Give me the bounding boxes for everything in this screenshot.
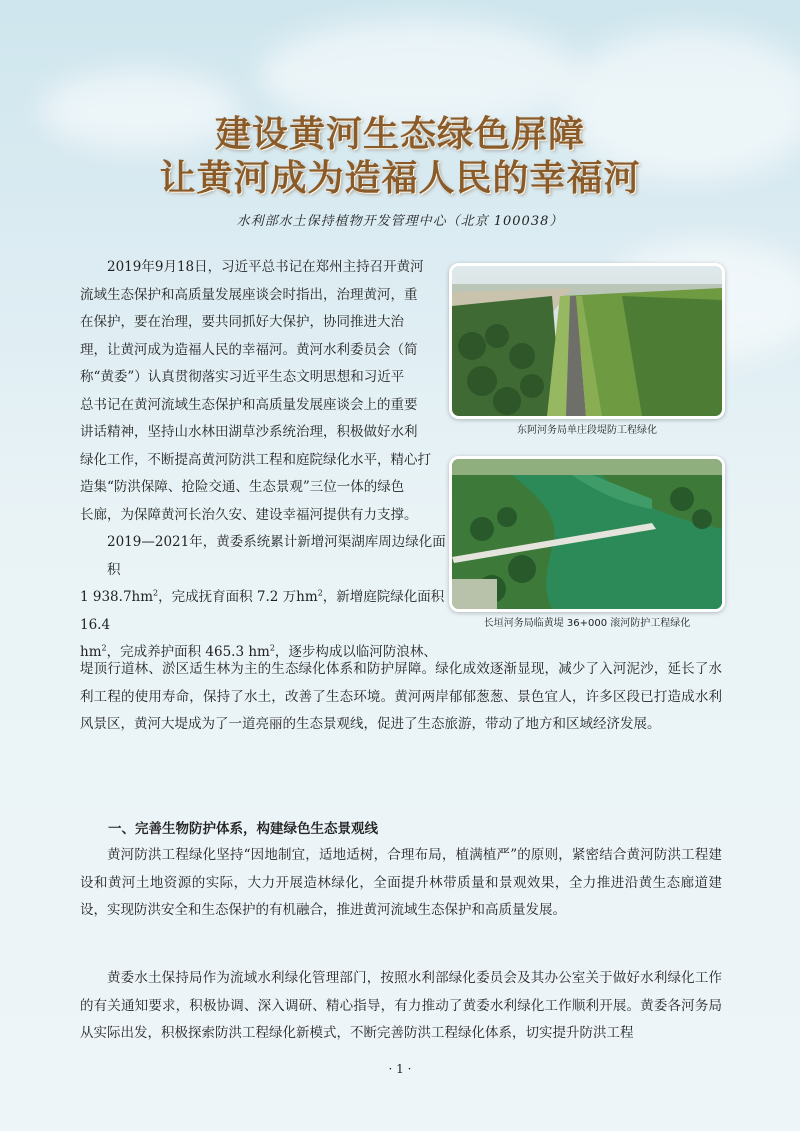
river-bridge-photo-icon <box>452 459 722 609</box>
intro-line: 造集“防洪保障、抢险交通、生态景观”三位一体的绿色 <box>80 479 405 495</box>
intro-line: 长廊，为保障黄河长治久安、建设幸福河提供有力支撑。 <box>80 506 418 523</box>
page-title-line1: 建设黄河生态绿色屏障 <box>214 114 585 155</box>
intro-line: 在保护，要在治理，要共同抓好大保护，协同推进大治 <box>80 314 404 330</box>
intro-line: 理，让黄河成为造福人民的幸福河。黄河水利委员会（简 <box>80 341 418 358</box>
intro-line: 称“黄委”）认真贯彻落实习近平生态文明思想和习近平 <box>80 369 405 385</box>
section-heading: 一、完善生物防护体系，构建绿色生态景观线 <box>108 821 378 837</box>
intro-line: 讲话精神，坚持山水林田湖草沙系统治理，积极做好水利 <box>80 424 418 440</box>
section-paragraph: 黄委水土保持局作为流域水利绿化管理部门，按照水利部绿化委员会及其办公室关于做好水利绿化工作的有关通知要求，积极协调、深入调研、精心指导，有力推动了黄委水利绿化工作顺利开展。黄委各河务局从实际出发，积极探索防洪工程绿化新模式，不断完善防洪工程绿化体系，切实提升防洪工程 <box>80 970 722 1041</box>
page-number: · 1 · <box>388 1062 412 1076</box>
photo-levee-road <box>449 263 725 419</box>
intro-column <box>80 254 450 667</box>
intro-continuation: 堤顶行道林、淤区适生林为主的生态绿化体系和防护屏障。绿化成效逐渐显现，减少了入河泥沙，延长了水利工程的使用寿命，保持了水土，改善了生态环境。黄河两岸郁郁葱葱、景色宜人，许多区段已打造成水利风景区，黄河大堤成为了一道亮丽的生态景观线，促进了生态旅游，带动了地方和区域经济发展。 <box>80 661 722 732</box>
photo-caption: 长垣河务局临黄堤 36+000 滚河防护工程绿化 <box>483 618 691 629</box>
intro-line: 绿化工作，不断提高黄河防洪工程和庭院绿化水平，精心打 <box>80 451 431 468</box>
intro-line: 2019年9月18日，习近平总书记在郑州主持召开黄河 <box>107 259 424 275</box>
intro-line: 总书记在黄河流域生态保护和高质量发展座谈会上的重要 <box>80 396 418 413</box>
intro-line: 1 $938.7hm^2$，完成抚育面积 7.2 万$hm^2$，新增庭院绿化面积16.4 <box>80 588 445 633</box>
photo-caption: 东阿河务局单庄段堤防工程绿化 <box>517 425 657 436</box>
photo-river-bridge <box>449 456 725 612</box>
author-organization: 水利部水土保持植物开发管理中心（北京 100038） <box>236 214 564 229</box>
levee-road-photo-icon <box>452 266 722 416</box>
intro-line: $hm^2$，完成养护面积 465.3 $hm^2$，逐步构成以临河防浪林、 <box>80 643 437 660</box>
intro-line: 2019—2021年，黄委系统累计新增河渠湖库周边绿化面积 <box>107 534 446 578</box>
section-paragraph: 黄河防洪工程绿化坚持“因地制宜，适地适树，合理布局，植满植严”的原则，紧密结合黄河防洪工程建设和黄河土地资源的实际，大力开展造林绿化，全面提升林带质量和景观效果，全力推进沿黄生态廊道建设，实现防洪安全和生态保护的有机融合，推进黄河流域生态保护和高质量发展。 <box>80 847 722 918</box>
intro-line: 流域生态保护和高质量发展座谈会时指出，治理黄河，重 <box>80 286 418 303</box>
page-title-line2: 让黄河成为造福人民的幸福河 <box>159 158 641 199</box>
